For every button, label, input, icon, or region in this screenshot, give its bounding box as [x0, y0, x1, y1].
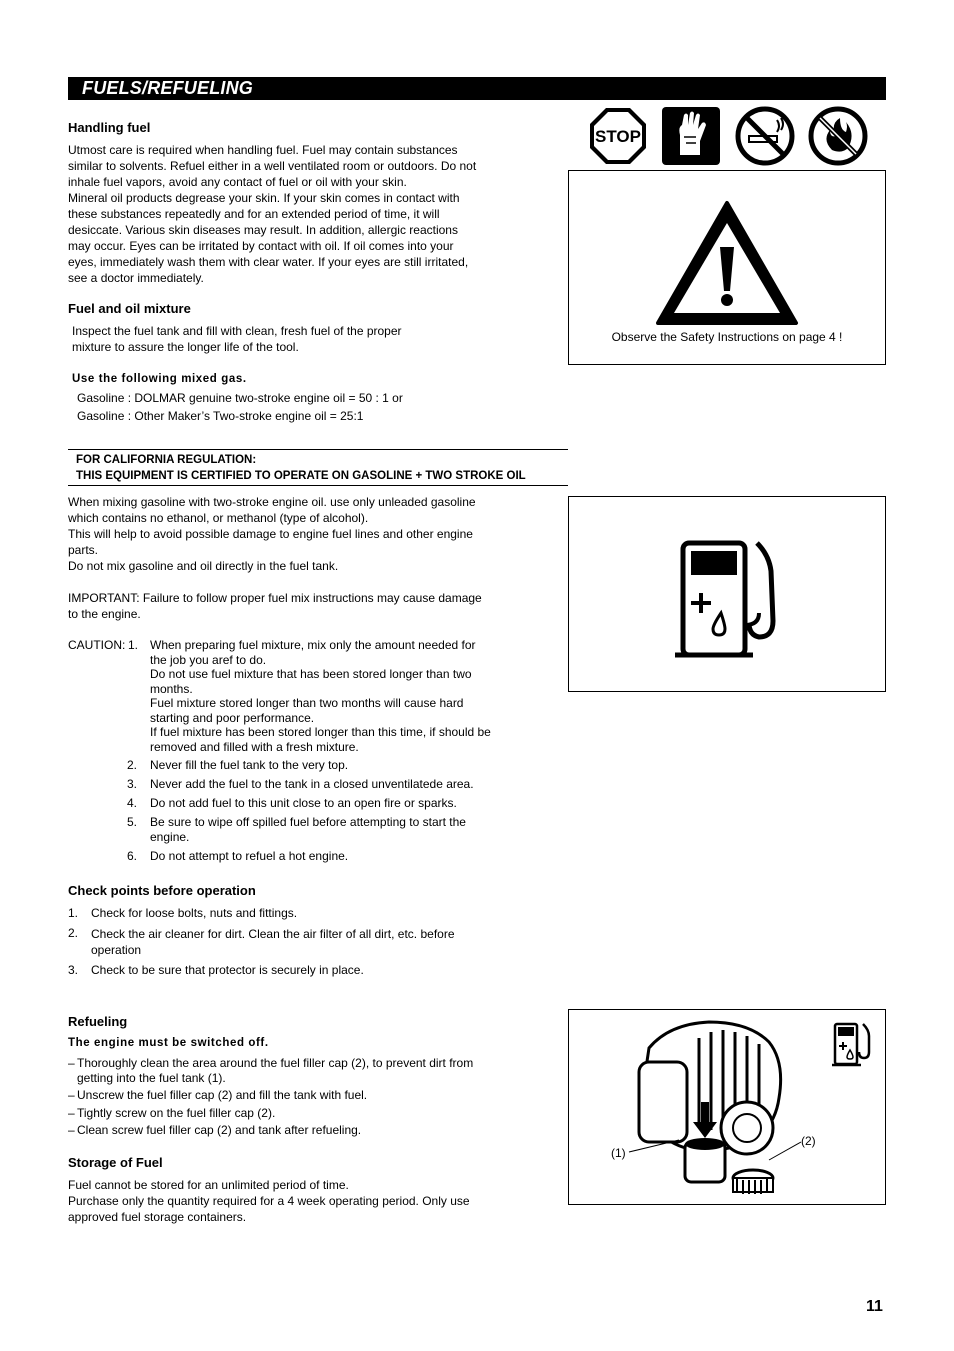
label-filler-cap: (2)	[801, 1134, 816, 1148]
checkpoint-num-3: 3.	[68, 963, 79, 977]
mixed-gas-subheading: Use the following mixed gas.	[72, 373, 247, 385]
caution-num-2: 2.	[127, 758, 138, 772]
checkpoint-item-1: Check for loose bolts, nuts and fittings.	[91, 906, 298, 920]
checkpoint-num-2: 2.	[68, 926, 79, 940]
fuel-pump-icon	[669, 537, 799, 661]
caution-label: CAUTION:	[68, 638, 126, 652]
caution-num-5: 5.	[127, 815, 138, 829]
mix-ratio-other: Gasoline : Other Maker’s Two-stroke engine oil = 25:1	[77, 409, 364, 423]
handling-fuel-heading: Handling fuel	[68, 120, 151, 135]
checkpoint-item-3: Check to be sure that protector is securely in place.	[91, 963, 364, 977]
fuel-symbol-box	[568, 496, 886, 692]
fuel-oil-mixture-text: Inspect the fuel tank and fill with clean, fresh fuel of the proper mixture to assure the longer life of the tool.	[72, 324, 402, 354]
engine-off-subheading: The engine must be switched off.	[68, 1037, 269, 1049]
california-regulation-title: FOR CALIFORNIA REGULATION:	[76, 454, 257, 466]
checkpoint-num-1: 1.	[68, 906, 79, 920]
bullet-dash: –	[68, 1123, 75, 1137]
caution-num-4: 4.	[127, 796, 138, 810]
caution-item-4: Do not add fuel to this unit close to an open fire or sparks.	[150, 796, 457, 810]
label-fuel-tank: (1)	[611, 1146, 626, 1160]
safety-caption: Observe the Safety Instructions on page 4 !	[611, 330, 843, 344]
check-points-heading: Check points before operation	[68, 883, 256, 898]
caution-num-1: 1.	[128, 638, 139, 652]
divider-bottom	[68, 485, 568, 486]
fuel-oil-mixture-heading: Fuel and oil mixture	[68, 301, 191, 316]
mixing-instructions-text: When mixing gasoline with two-stroke engine oil. use only unleaded gasoline which contains no ethanol, or methanol (type of alcohol). This will help to avoid possible damage to engine fuel lines and other engine parts. Do not mix gasoline and oil directly in the fuel tank.	[68, 495, 476, 573]
refuel-step-4: Clean screw fuel filler cap (2) and tank after refueling.	[77, 1123, 362, 1137]
no-smoking-icon	[735, 106, 795, 166]
section-title: FUELS/REFUELING	[82, 78, 254, 98]
gloves-icon	[662, 107, 720, 165]
mix-ratio-dolmar: Gasoline : DOLMAR genuine two-stroke engine oil = 50 : 1 or	[77, 391, 403, 405]
refueling-illustration-box	[568, 1009, 886, 1205]
warning-triangle-icon	[654, 199, 800, 327]
no-open-flame-icon	[808, 106, 868, 166]
page-number: 11	[866, 1298, 883, 1315]
bullet-dash: –	[68, 1056, 75, 1070]
checkpoint-item-2: Check the air cleaner for dirt. Clean the air filter of all dirt, etc. before operation	[91, 927, 455, 957]
refuel-step-1: Thoroughly clean the area around the fuel filler cap (2), to prevent dirt from getting into the fuel tank (1).	[77, 1056, 474, 1085]
storage-text: Fuel cannot be stored for an unlimited period of time. Purchase only the quantity required for a 4 week operating period. Only use approved fuel storage containers.	[68, 1178, 470, 1224]
caution-item-2: Never fill the fuel tank to the very top.	[150, 758, 349, 772]
bullet-dash: –	[68, 1088, 75, 1102]
important-note: IMPORTANT: Failure to follow proper fuel mix instructions may cause damage to the engine.	[68, 591, 482, 621]
refueling-heading: Refueling	[68, 1014, 128, 1029]
caution-item-5: Be sure to wipe off spilled fuel before attempting to start the engine.	[150, 815, 466, 844]
california-certification-text: THIS EQUIPMENT IS CERTIFIED TO OPERATE ON GASOLINE + TWO STROKE OIL	[76, 470, 526, 482]
caution-item-1: When preparing fuel mixture, mix only the amount needed for the job you aref to do. Do not use fuel mixture that has been stored longer than two months. Fuel mixture stored longer than two months will cause hard starting and poor performance. If fuel mixture has been stored longer than this time, if should be removed and filled with a fresh mixture.	[150, 638, 491, 754]
warning-box	[568, 170, 886, 365]
bullet-dash: –	[68, 1106, 75, 1120]
refuel-step-2: Unscrew the fuel filler cap (2) and fill the tank with fuel.	[77, 1088, 368, 1102]
section-banner	[68, 77, 886, 100]
caution-num-6: 6.	[127, 849, 138, 863]
leader-lines	[569, 1010, 885, 1204]
stop-sign-icon	[588, 106, 648, 166]
refuel-step-3: Tightly screw on the fuel filler cap (2).	[77, 1106, 276, 1120]
caution-item-3: Never add the fuel to the tank in a closed unventilatede area.	[150, 777, 474, 791]
handling-fuel-text: Utmost care is required when handling fuel. Fuel may contain substances similar to solvents. Refuel either in a well ventilated room or outdoors. Do not inhale fuel vapors, avoid any contact of fuel or oil with your skin. Mineral oil products degrease your skin. If your skin comes in contact with these substances repeatedly and for an extended period of time, it will desiccate. Various skin diseases may result. In addition, allergic reactions may occur. Eyes can be irritated by contact with oil. If oil comes into your eyes, immediately wash them with clear water. If your eyes are still irritated, see a doctor immediately.	[68, 143, 477, 285]
storage-heading: Storage of Fuel	[68, 1155, 163, 1170]
divider-top	[68, 449, 568, 450]
caution-item-6: Do not attempt to refuel a hot engine.	[150, 849, 349, 863]
stop-sign-label: STOP	[595, 127, 641, 146]
caution-num-3: 3.	[127, 777, 138, 791]
